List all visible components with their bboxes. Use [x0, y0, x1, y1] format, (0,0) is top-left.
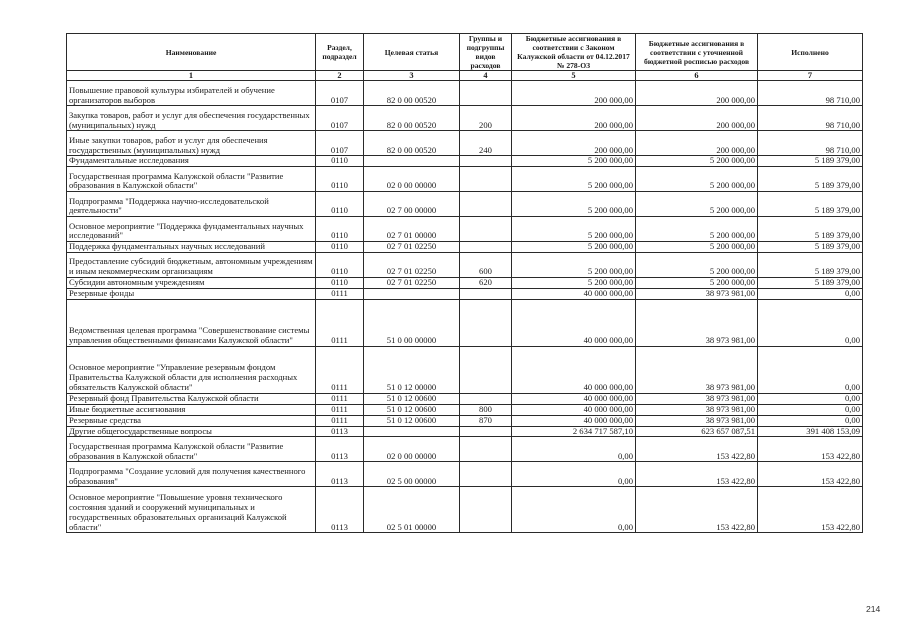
cell-law: 2 634 717 587,10	[512, 426, 636, 437]
cell-target: 02 5 01 00000	[364, 487, 460, 533]
cell-executed: 391 408 153,09	[758, 426, 863, 437]
cell-section: 0110	[316, 242, 364, 253]
cell-name: Поддержка фундаментальных научных исследований	[67, 242, 316, 253]
cell-name: Резервные средства	[67, 415, 316, 426]
cell-refined: 38 973 981,00	[636, 393, 758, 404]
cell-law: 5 200 000,00	[512, 278, 636, 289]
cell-target: 51 0 00 00000	[364, 299, 460, 346]
cell-refined: 38 973 981,00	[636, 404, 758, 415]
cell-group	[460, 81, 512, 106]
header-groups: Группы и подгруппы видов расходов	[460, 34, 512, 71]
cell-executed: 153 422,80	[758, 487, 863, 533]
column-number-row	[67, 71, 863, 81]
header-section: Раздел, подраздел	[316, 34, 364, 71]
cell-section: 0110	[316, 217, 364, 242]
cell-section: 0107	[316, 81, 364, 106]
column-number: 1	[67, 71, 316, 81]
cell-target	[364, 426, 460, 437]
header-target: Целевая статья	[364, 34, 460, 71]
cell-target	[364, 156, 460, 167]
cell-refined: 200 000,00	[636, 106, 758, 131]
budget-table-container	[66, 33, 863, 533]
cell-group	[460, 156, 512, 167]
cell-target: 51 0 12 00000	[364, 346, 460, 393]
cell-target: 82 0 00 00520	[364, 81, 460, 106]
cell-executed: 5 189 379,00	[758, 217, 863, 242]
cell-group	[460, 299, 512, 346]
cell-name: Субсидии автономным учреждениям	[67, 278, 316, 289]
cell-group: 870	[460, 415, 512, 426]
cell-section: 0111	[316, 404, 364, 415]
cell-group	[460, 192, 512, 217]
cell-law: 5 200 000,00	[512, 192, 636, 217]
cell-refined: 38 973 981,00	[636, 289, 758, 300]
column-number: 4	[460, 71, 512, 81]
cell-group	[460, 217, 512, 242]
cell-name: Фундаментальные исследования	[67, 156, 316, 167]
cell-section: 0113	[316, 487, 364, 533]
cell-refined: 153 422,80	[636, 437, 758, 462]
cell-target	[364, 289, 460, 300]
cell-group	[460, 242, 512, 253]
table-row	[67, 278, 863, 289]
header-refined: Бюджетные ассигнования в соответствии с уточненной бюджетной росписью расходов	[636, 34, 758, 71]
column-number: 7	[758, 71, 863, 81]
cell-name: Повышение правовой культуры избирателей и обучение организаторов выборов	[67, 81, 316, 106]
cell-refined: 38 973 981,00	[636, 299, 758, 346]
cell-refined: 200 000,00	[636, 131, 758, 156]
cell-target: 51 0 12 00600	[364, 393, 460, 404]
cell-name: Государственная программа Калужской области "Развитие образования в Калужской области"	[67, 167, 316, 192]
cell-refined: 5 200 000,00	[636, 253, 758, 278]
cell-target: 51 0 12 00600	[364, 415, 460, 426]
cell-target: 02 7 00 00000	[364, 192, 460, 217]
cell-section: 0111	[316, 393, 364, 404]
cell-law: 40 000 000,00	[512, 404, 636, 415]
cell-section: 0111	[316, 299, 364, 346]
cell-group	[460, 462, 512, 487]
cell-target: 82 0 00 00520	[364, 131, 460, 156]
cell-law: 0,00	[512, 487, 636, 533]
cell-refined: 623 657 087,51	[636, 426, 758, 437]
cell-target: 02 0 00 00000	[364, 437, 460, 462]
cell-law: 200 000,00	[512, 131, 636, 156]
column-number: 6	[636, 71, 758, 81]
cell-executed: 98 710,00	[758, 81, 863, 106]
cell-group: 200	[460, 106, 512, 131]
budget-table	[66, 33, 863, 533]
cell-name: Государственная программа Калужской области "Развитие образования в Калужской области"	[67, 437, 316, 462]
cell-executed: 5 189 379,00	[758, 253, 863, 278]
cell-group: 240	[460, 131, 512, 156]
cell-executed: 98 710,00	[758, 106, 863, 131]
cell-refined: 5 200 000,00	[636, 192, 758, 217]
cell-section: 0110	[316, 156, 364, 167]
cell-refined: 200 000,00	[636, 81, 758, 106]
cell-section: 0110	[316, 278, 364, 289]
cell-section: 0107	[316, 106, 364, 131]
cell-law: 200 000,00	[512, 81, 636, 106]
cell-section: 0107	[316, 131, 364, 156]
cell-refined: 38 973 981,00	[636, 346, 758, 393]
cell-target: 02 7 01 02250	[364, 253, 460, 278]
cell-law: 40 000 000,00	[512, 346, 636, 393]
cell-name: Предоставление субсидий бюджетным, автономным учреждениям и иным некоммерческим организациям	[67, 253, 316, 278]
cell-section: 0113	[316, 426, 364, 437]
cell-law: 200 000,00	[512, 106, 636, 131]
cell-section: 0111	[316, 346, 364, 393]
table-row	[67, 299, 863, 346]
cell-section: 0110	[316, 167, 364, 192]
cell-executed: 5 189 379,00	[758, 242, 863, 253]
cell-executed: 5 189 379,00	[758, 192, 863, 217]
cell-refined: 5 200 000,00	[636, 217, 758, 242]
cell-name: Другие общегосударственные вопросы	[67, 426, 316, 437]
column-number: 2	[316, 71, 364, 81]
cell-name: Основное мероприятие "Поддержка фундаментальных научных исследований"	[67, 217, 316, 242]
cell-executed: 0,00	[758, 346, 863, 393]
cell-section: 0113	[316, 462, 364, 487]
table-body	[67, 81, 863, 533]
cell-name: Ведомственная целевая программа "Совершенствование системы управления общественными финансами Калужской области"	[67, 299, 316, 346]
cell-section: 0111	[316, 415, 364, 426]
cell-executed: 0,00	[758, 404, 863, 415]
column-number: 5	[512, 71, 636, 81]
cell-group	[460, 346, 512, 393]
table-row	[67, 487, 863, 533]
cell-executed: 0,00	[758, 299, 863, 346]
cell-law: 40 000 000,00	[512, 393, 636, 404]
cell-name: Основное мероприятие "Управление резервным фондом Правительства Калужской области для исполнения расходных обязательств Калужской области"	[67, 346, 316, 393]
cell-law: 0,00	[512, 462, 636, 487]
cell-group: 600	[460, 253, 512, 278]
table-row	[67, 415, 863, 426]
header-name: Наименование	[67, 34, 316, 71]
cell-group: 620	[460, 278, 512, 289]
header-law: Бюджетные ассигнования в соответствии с Законом Калужской области от 04.12.2017 № 278-ОЗ	[512, 34, 636, 71]
table-row	[67, 462, 863, 487]
cell-refined: 5 200 000,00	[636, 278, 758, 289]
cell-group	[460, 437, 512, 462]
cell-section: 0111	[316, 289, 364, 300]
cell-name: Основное мероприятие "Повышение уровня технического состояния зданий и сооружений муниципальных и государственных образовательных организаций Калужской области"	[67, 487, 316, 533]
table-row	[67, 192, 863, 217]
cell-law: 0,00	[512, 437, 636, 462]
cell-target: 02 7 01 02250	[364, 242, 460, 253]
column-number: 3	[364, 71, 460, 81]
cell-group: 800	[460, 404, 512, 415]
cell-executed: 5 189 379,00	[758, 167, 863, 192]
table-row	[67, 253, 863, 278]
cell-section: 0110	[316, 253, 364, 278]
cell-executed: 0,00	[758, 415, 863, 426]
cell-law: 40 000 000,00	[512, 289, 636, 300]
cell-name: Иные бюджетные ассигнования	[67, 404, 316, 415]
cell-group	[460, 167, 512, 192]
table-row	[67, 437, 863, 462]
cell-law: 5 200 000,00	[512, 217, 636, 242]
cell-law: 40 000 000,00	[512, 415, 636, 426]
table-row	[67, 393, 863, 404]
cell-refined: 5 200 000,00	[636, 167, 758, 192]
cell-name: Подпрограмма "Создание условий для получения качественного образования"	[67, 462, 316, 487]
table-row	[67, 289, 863, 300]
table-row	[67, 426, 863, 437]
cell-target: 51 0 12 00600	[364, 404, 460, 415]
header-executed: Исполнено	[758, 34, 863, 71]
cell-name: Резервный фонд Правительства Калужской области	[67, 393, 316, 404]
cell-law: 5 200 000,00	[512, 167, 636, 192]
table-row	[67, 167, 863, 192]
cell-group	[460, 487, 512, 533]
cell-group	[460, 289, 512, 300]
cell-name: Подпрограмма "Поддержка научно-исследовательской деятельности"	[67, 192, 316, 217]
cell-target: 02 7 01 02250	[364, 278, 460, 289]
header-row	[67, 34, 863, 71]
cell-law: 40 000 000,00	[512, 299, 636, 346]
cell-executed: 153 422,80	[758, 462, 863, 487]
cell-group	[460, 426, 512, 437]
cell-executed: 0,00	[758, 289, 863, 300]
cell-name: Закупка товаров, работ и услуг для обеспечения государственных (муниципальных) нужд	[67, 106, 316, 131]
cell-refined: 153 422,80	[636, 487, 758, 533]
table-row	[67, 81, 863, 106]
cell-target: 82 0 00 00520	[364, 106, 460, 131]
table-row	[67, 346, 863, 393]
cell-executed: 5 189 379,00	[758, 156, 863, 167]
cell-refined: 38 973 981,00	[636, 415, 758, 426]
table-row	[67, 242, 863, 253]
cell-section: 0113	[316, 437, 364, 462]
table-row	[67, 217, 863, 242]
cell-law: 5 200 000,00	[512, 156, 636, 167]
cell-name: Иные закупки товаров, работ и услуг для обеспечения государственных (муниципальных) нужд	[67, 131, 316, 156]
table-row	[67, 404, 863, 415]
cell-executed: 98 710,00	[758, 131, 863, 156]
cell-executed: 153 422,80	[758, 437, 863, 462]
cell-refined: 5 200 000,00	[636, 156, 758, 167]
table-row	[67, 106, 863, 131]
table-row	[67, 156, 863, 167]
table-row	[67, 131, 863, 156]
cell-law: 5 200 000,00	[512, 253, 636, 278]
cell-refined: 153 422,80	[636, 462, 758, 487]
cell-section: 0110	[316, 192, 364, 217]
cell-target: 02 7 01 00000	[364, 217, 460, 242]
page-number: 214	[866, 604, 881, 614]
cell-group	[460, 393, 512, 404]
cell-target: 02 0 00 00000	[364, 167, 460, 192]
cell-executed: 0,00	[758, 393, 863, 404]
cell-refined: 5 200 000,00	[636, 242, 758, 253]
cell-target: 02 5 00 00000	[364, 462, 460, 487]
cell-executed: 5 189 379,00	[758, 278, 863, 289]
cell-name: Резервные фонды	[67, 289, 316, 300]
cell-law: 5 200 000,00	[512, 242, 636, 253]
